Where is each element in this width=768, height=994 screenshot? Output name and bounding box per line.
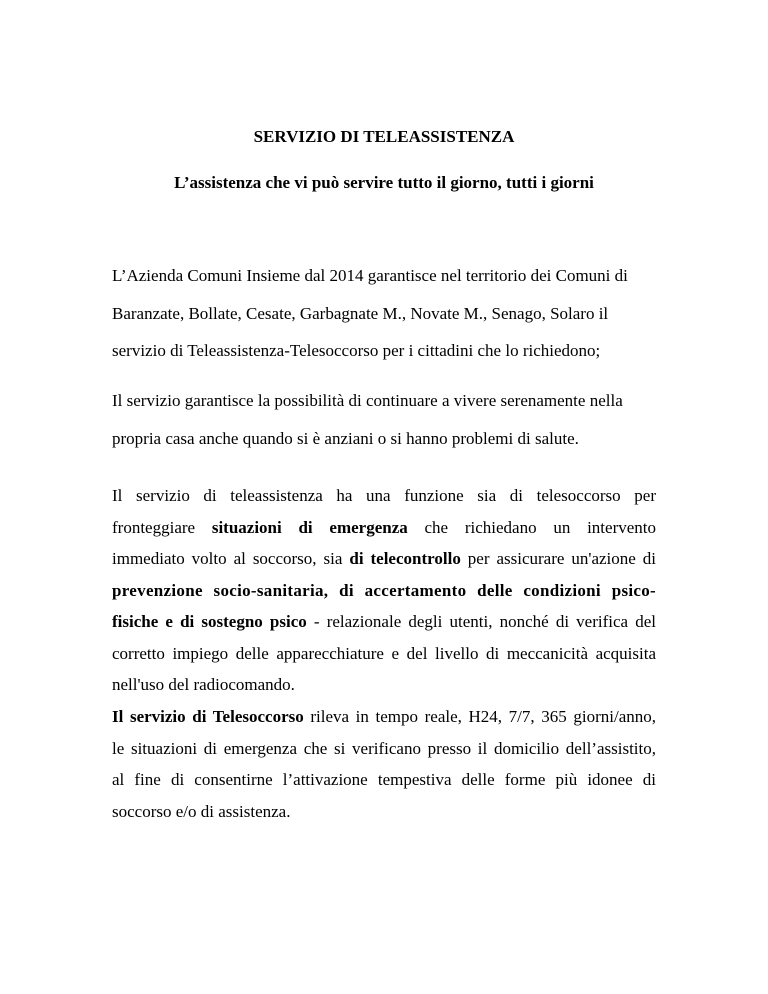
paragraph-functions	[112, 480, 656, 701]
paragraph-line: soccorso e/o di assistenza.	[112, 801, 291, 821]
plain-text: per assicurare un'azione di	[460, 549, 656, 568]
paragraph-line	[112, 606, 656, 638]
plain-text: immediato volto al soccorso, sia	[112, 549, 350, 568]
bold-psycho-support: fisiche e di sostegno psico	[112, 612, 307, 631]
paragraph-line: Il servizio di teleassistenza ha una funzione sia di telesoccorso per	[112, 486, 656, 505]
paragraph-intro	[112, 257, 656, 370]
paragraph-line: corretto impiego delle apparecchiature e del livello di meccanicità acquisita	[112, 643, 656, 663]
paragraph-line: propria casa anche quando si è anziani o si hanno problemi di salute.	[112, 428, 579, 448]
paragraph-telesoccorso	[112, 701, 656, 827]
bold-emergency-situations: situazioni di emergenza	[211, 517, 408, 537]
paragraph-benefit	[112, 382, 656, 457]
paragraph-line: le situazioni di emergenza che si verificano presso il domicilio dell’assistito,	[112, 738, 656, 758]
plain-text: fronteggiare	[112, 517, 212, 537]
paragraph-line	[112, 512, 656, 544]
paragraph-line: L’Azienda Comuni Insieme dal 2014 garantisce nel territorio dei Comuni di	[112, 266, 628, 285]
paragraph-line: nell'uso del radiocomando.	[112, 675, 295, 694]
document-subtitle: L’assistenza che vi può servire tutto il giorno, tutti i giorni	[174, 173, 594, 192]
paragraph-line: Baranzate, Bollate, Cesate, Garbagnate M., Novate M., Senago, Solaro il	[112, 303, 609, 323]
plain-text: che richiedano un intervento	[407, 517, 656, 537]
plain-text: - relazionale degli utenti, nonché di verifica del	[306, 612, 656, 631]
paragraph-line	[112, 543, 656, 575]
bold-prevention-line: prevenzione socio-sanitaria, di accertamento delle condizioni psico-	[112, 580, 656, 600]
plain-text: rileva in tempo reale, H24, 7/7, 365 giorni/anno,	[303, 707, 656, 726]
paragraph-line: servizio di Teleassistenza-Telesoccorso per i cittadini che lo richiedono;	[112, 341, 601, 360]
document-title: SERVIZIO DI TELEASSISTENZA	[253, 127, 515, 146]
bold-telesoccorso: Il servizio di Telesoccorso	[112, 707, 304, 726]
paragraph-line: Il servizio garantisce la possibilità di continuare a vivere serenamente nella	[112, 391, 623, 410]
paragraph-line	[112, 701, 656, 733]
bold-telecontrol: di telecontrollo	[349, 549, 461, 568]
paragraph-line: al fine di consentirne l’attivazione tempestiva delle forme più idonee di	[112, 770, 656, 789]
